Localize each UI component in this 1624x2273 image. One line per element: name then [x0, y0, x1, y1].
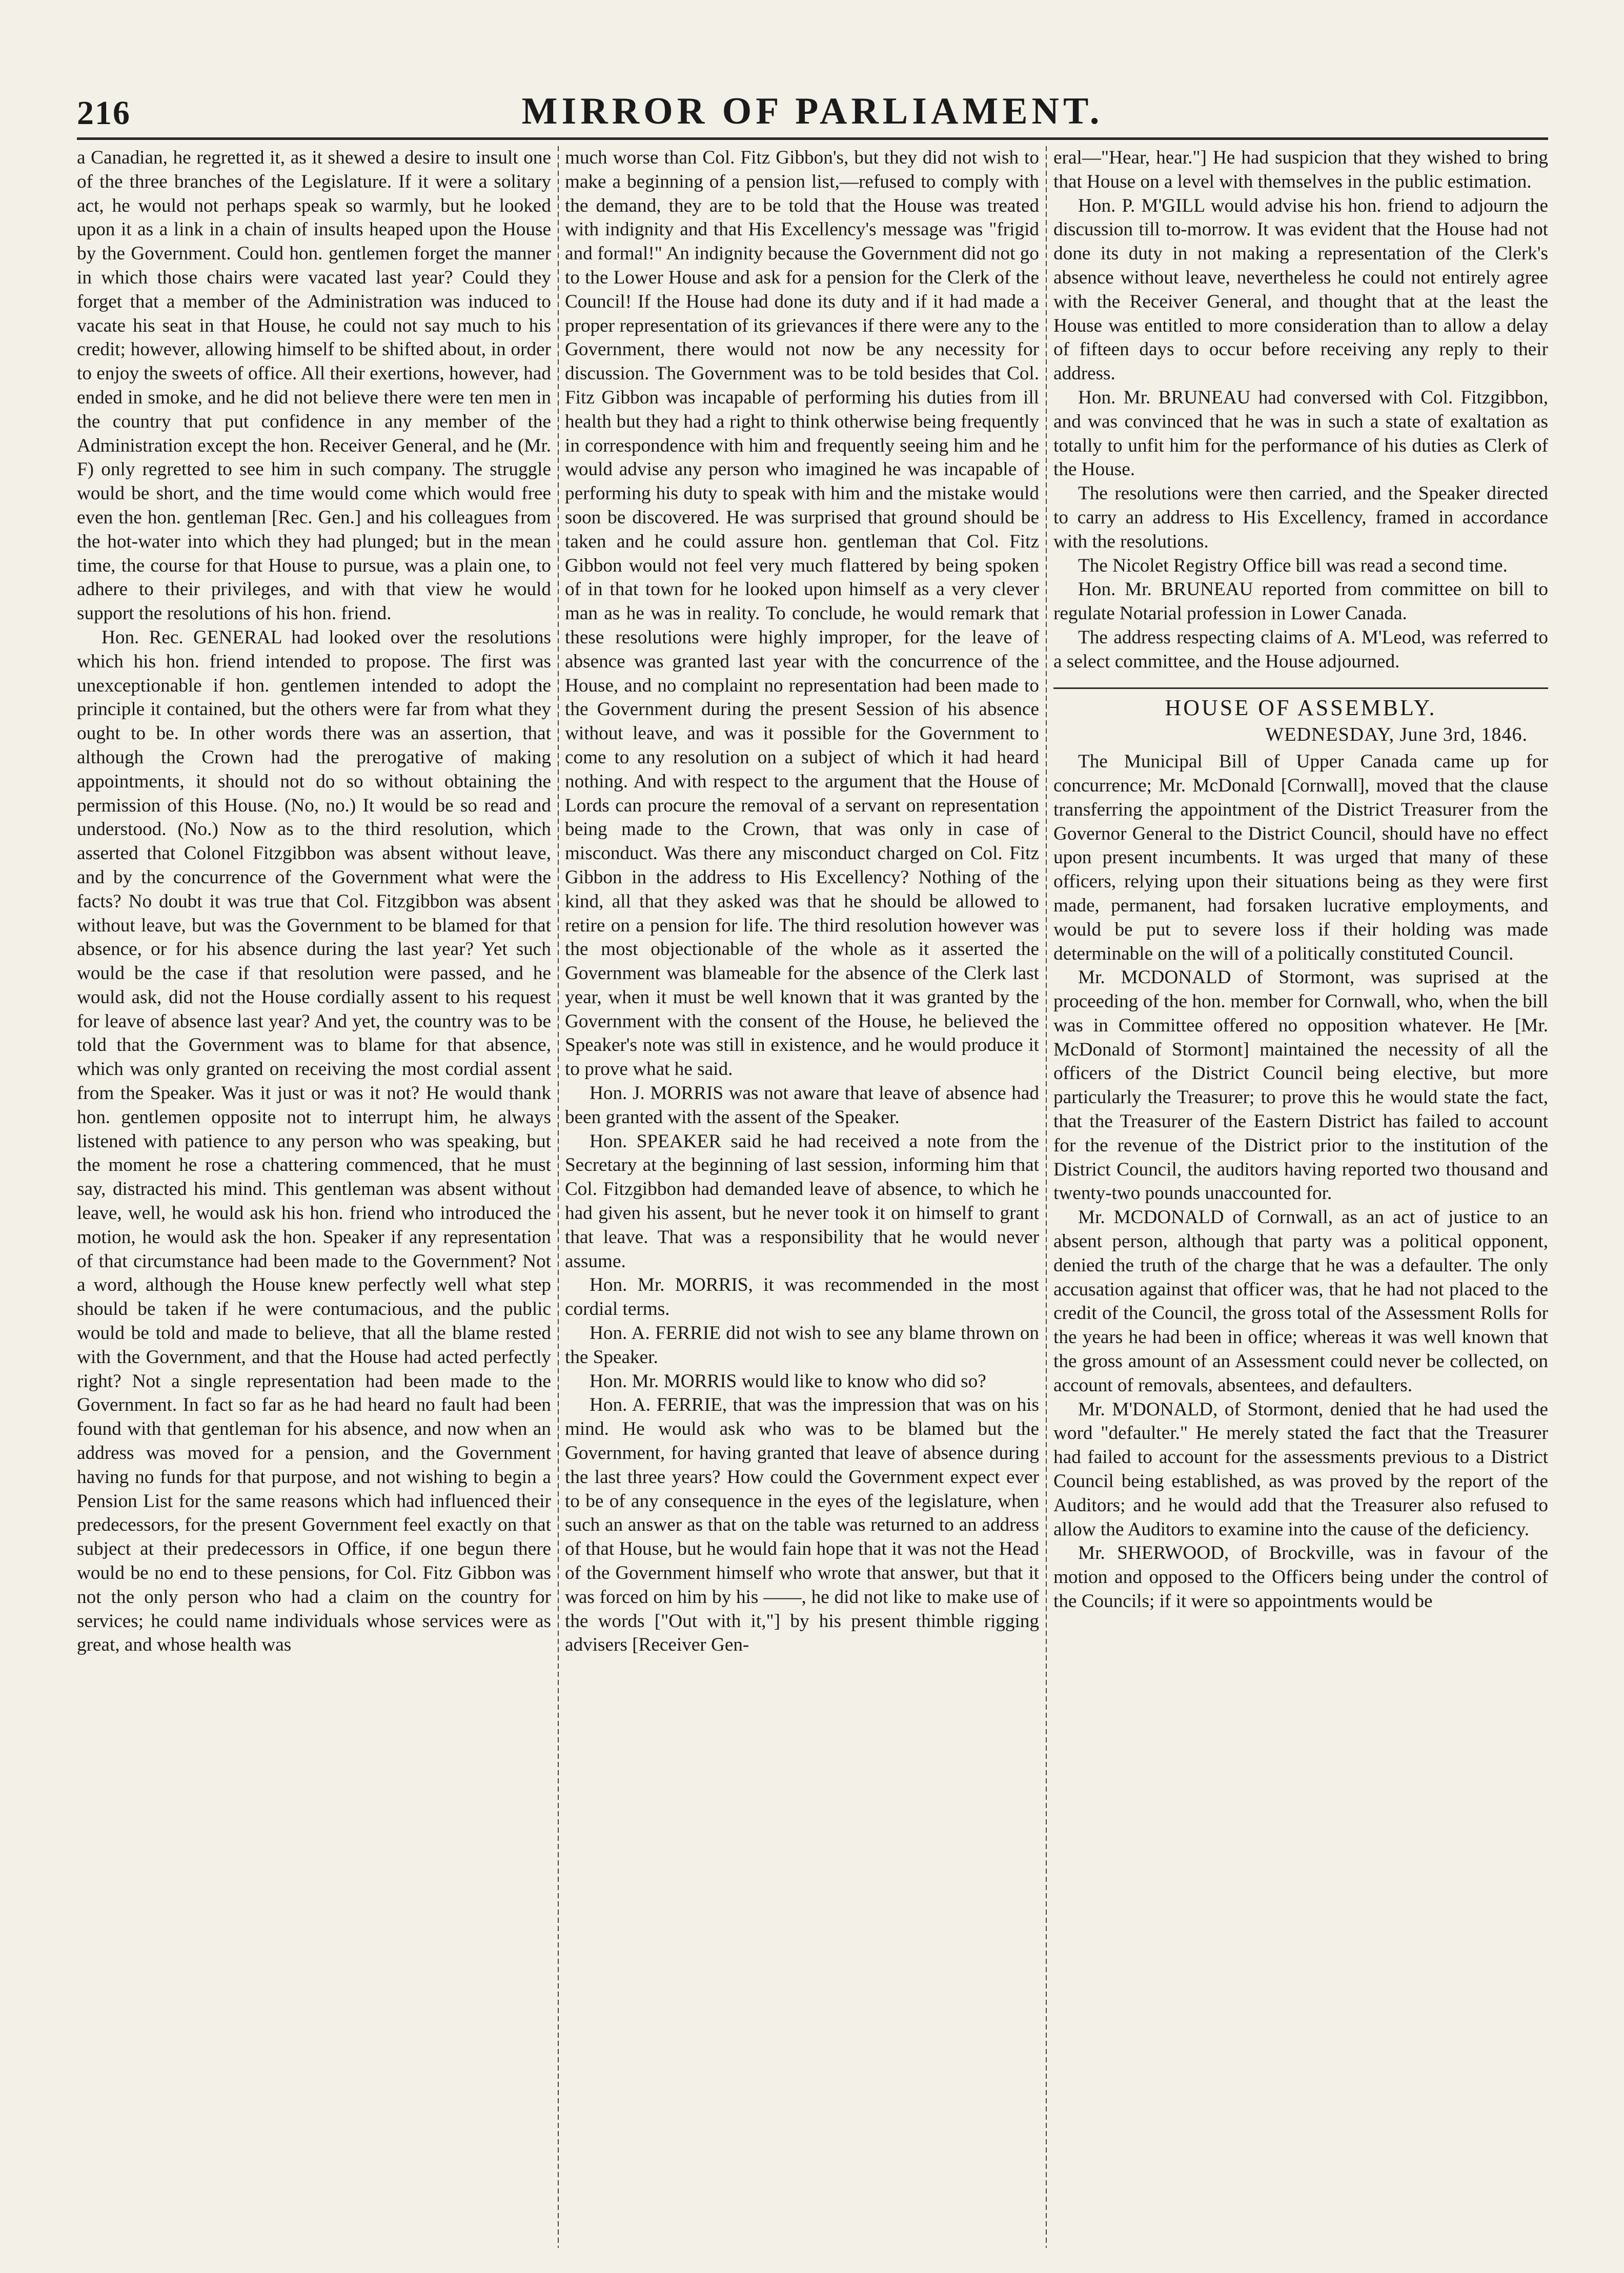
- text-column-1: [77, 146, 551, 2253]
- paragraph: The Municipal Bill of Upper Canada came up for concurrence; Mr. McDonald [Cornwall], moved that the clause transferring the appointment of the District Treasurer from the Governor General to the District Council, should have no effect upon present incumbents. It was urged that many of these officers, relying upon their situations being as they were first made, permanent, had forsaken lucrative employments, and would be put to severe loss if their holding was made determinable on the will of a politically constituted Council.: [1053, 751, 1548, 964]
- page-number: 216: [77, 94, 131, 132]
- section-rule: [1053, 687, 1548, 689]
- paragraph: much worse than Col. Fitz Gibbon's, but they did not wish to make a beginning of a pension list,—refused to comply with the demand, they are to be told that the House was treated with indignity and that His Excellency's message was "frigid and formal!" An indignity because the Government did not go to the Lower House and ask for a pension for the Clerk of the Council! If the House had done its duty and if it had made a proper representation of its grievances if there were any to the Government, there would not now be any necessity for discussion. The Government was to be told besides that Col. Fitz Gibbon was incapable of performing his duties from ill health but they had a right to think otherwise being frequently in correspondence with him and frequently seeing him and he would advise any person who imagined he was incapable of performing his duty to speak with him and the mistake would soon be discovered. He was surprised that ground should be taken and he could assure hon. gentleman that Col. Fitz Gibbon would not feel very much flattered by being spoken of in that town for he looked upon himself as a very clever man as he was in reality. To conclude, he would remark that these resolutions were highly improper, for the leave of absence was granted last year with the concurrence of the House, and no complaint no representation had been made to the Government during the present Session of his absence without leave, and was it possible for the Government to come to any resolution on a subject of which it had heard nothing. And with respect to the argument that the House of Lords can procure the removal of a servant on representation being made to the Crown, that was only in case of misconduct. Was there any misconduct charged on Col. Fitz Gibbon in the address to His Excellency? Nothing of the kind, all that they asked was that he should be allowed to retire on a pension for life. The third resolution however was the most objectionable of the whole as it asserted the Government was blameable for the absence of the Clerk last year, when it must be well known that it was granted by the Government with the consent of the House, he believed the Speaker's note was still in existence, and he would produce it to prove what he said.: [565, 147, 1039, 1080]
- paragraph: Mr. M'DONALD, of Stormont, denied that he had used the word "defaulter." He merely stated the fact that the Treasurer had failed to account for the assessments previous to a District Council being established, as was proved by the report of the Auditors; and he would add that the Treasurer also refused to allow the Auditors to examine into the cause of the deficiency.: [1053, 1398, 1548, 1540]
- paragraph: Hon. Mr. BRUNEAU had conversed with Col. Fitzgibbon, and was convinced that he was in such a state of exaltation as totally to unfit him for the performance of his duties as Clerk of the House.: [1053, 387, 1548, 480]
- paragraph: Hon. A. FERRIE did not wish to see any blame thrown on the Speaker.: [565, 1323, 1039, 1368]
- paragraph: Hon. P. M'GILL would advise his hon. friend to adjourn the discussion till to-morrow. It was evident that the House had not done its duty in not making a representation of the Clerk's absence without leave, nevertheless he could not entirely agree with the Receiver General, and thought that at the least the House was entitled to more consideration than to allow a delay of fifteen days to occur before receiving any reply to their address.: [1053, 195, 1548, 384]
- text-column-3: [1053, 146, 1548, 2253]
- running-title: MIRROR OF PARLIAMENT.: [521, 90, 1104, 132]
- paragraph: Hon. A. FERRIE, that was the impression that was on his mind. He would ask who was to be blamed but the Government, for having granted that leave of absence during the last three years? How could the Government expect ever to be of any consequence in the eyes of the legislature, when such an answer as that on the table was returned to an address of that House, but he would fain hope that it was not the Head of the Government himself who wrote that answer, but that it was forced on him by his ——, he did not like to make use of the words ["Out with it,"] by his present thimble rigging advisers [Receiver Gen-: [565, 1394, 1039, 1656]
- paragraph: Hon. J. MORRIS was not aware that leave of absence had been granted with the assent of the Speaker.: [565, 1083, 1039, 1128]
- section-heading: HOUSE OF ASSEMBLY.: [1165, 695, 1437, 720]
- paragraph: eral—"Hear, hear."] He had suspicion that they wished to bring that House on a level with themselves in the public estimation.: [1053, 147, 1548, 192]
- paragraph: The resolutions were then carried, and the Speaker directed to carry an address to His Excellency, framed in accordance with the resolutions.: [1053, 483, 1548, 552]
- paragraph: Mr. MCDONALD of Cornwall, as an act of justice to an absent person, although that party was a political opponent, denied the truth of the charge that he was a defaulter. The only accusation against that officer was, that he had not placed to the credit of the Council, the gross total of the Assessment Rolls for the years he had been in office; whereas it was well known that the gross amount of an Assessment could never be collected, on account of removals, absentees, and defaulters.: [1053, 1207, 1548, 1396]
- paragraph: Hon. Mr. BRUNEAU reported from committee on bill to regulate Notarial profession in Lower Canada.: [1053, 579, 1548, 624]
- text-column-2: [565, 146, 1039, 2253]
- header-rule: [77, 137, 1548, 140]
- paragraph: Mr. SHERWOOD, of Brockville, was in favour of the motion and opposed to the Officers being under the control of the Councils; if it were so appointments would be: [1053, 1543, 1548, 1612]
- section-date: WEDNESDAY, June 3rd, 1846.: [1265, 724, 1528, 746]
- paragraph: Hon. Mr. MORRIS, it was recommended in the most cordial terms.: [565, 1274, 1039, 1320]
- paragraph: Hon. SPEAKER said he had received a note from the Secretary at the beginning of last session, informing him that Col. Fitzgibbon had demanded leave of absence, to which he had given his assent, but he never took it on himself to grant that leave. That was a responsibility that he would never assume.: [565, 1130, 1039, 1272]
- column-divider: [1046, 146, 1047, 2248]
- paragraph: a Canadian, he regretted it, as it shewed a desire to insult one of the three branches of the Legislature. If it were a solitary act, he would not perhaps speak so warmly, but he looked upon it as a link in a chain of insults heaped upon the House by the Government. Could hon. gentlemen forget the manner in which those chairs were vacated last year? Could they forget that a member of the Administration was induced to vacate his seat in that House, he could not say much to his credit; however, allowing himself to be shifted about, in order to enjoy the sweets of office. All their exertions, however, had ended in smoke, and he did not believe there were ten men in the country that put confidence in any member of the Administration except the hon. Receiver General, and he (Mr. F) only regretted to see him in such company. The struggle would be short, and the time would come which would free even the hon. gentleman [Rec. Gen.] and his colleagues from the hot-water into which they had plunged; but in the mean time, the course for that House to pursue, was a plain one, to adhere to their privileges, and with that view he would support the resolutions of his hon. friend.: [77, 147, 551, 624]
- paragraph: The Nicolet Registry Office bill was read a second time.: [1078, 555, 1508, 576]
- paragraph: Mr. MCDONALD of Stormont, was suprised at the proceeding of the hon. member for Cornwall, who, when the bill was in Committee offered no opposition whatever. He [Mr. McDonald of Stormont] maintained the necessity of all the officers of the District Council being elective, but more particularly the Treasurer; to prove this he would state the fact, that the Treasurer of the Eastern District has failed to account for the revenue of the District prior to the institution of the District Council, the auditors having reported two thousand and twenty-two pounds unaccounted for.: [1053, 967, 1548, 1204]
- paragraph: The address respecting claims of A. M'Leod, was referred to a select committee, and the House adjourned.: [1053, 626, 1548, 672]
- paragraph: Hon. Mr. MORRIS would like to know who did so?: [590, 1370, 986, 1392]
- column-divider: [558, 146, 559, 2248]
- paragraph: Hon. Rec. GENERAL had looked over the resolutions which his hon. friend intended to propose. The first was unexceptionable if hon. gentlemen intended to adopt the principle it contained, but the others were far from what they ought to be. In other words there was an assertion, that although the Crown had the prerogative of making appointments, it should not do so without obtaining the permission of this House. (No, no.) It would be so read and understood. (No.) Now as to the third resolution, which asserted that Colonel Fitzgibbon was absent without leave, and by the concurrence of the Government what were the facts? No doubt it was true that Col. Fitzgibbon was absent without leave, but was the Government to be blamed for that absence, or for his absence during the last year? Yet such would be the case if that resolution were passed, and he would ask, did not the House cordially assent to his request for leave of absence last year? And yet, the country was to be told that the Government was to blame for that absence, which was only granted on receiving the most cordial assent from the Speaker. Was it just or was it not? He would thank hon. gentlemen opposite not to interrupt him, he always listened with patience to any person who was speaking, but the moment he rose a chattering commenced, that he must say, distracted his mind. This gentleman was absent without leave, well, he would ask his hon. friend who introduced the motion, he would ask the hon. Speaker if any representation of that circumstance had been made to the Government? Not a word, although the House knew perfectly well what step should be taken if he were contumacious, and the public would be told and made to believe, that all the blame rested with the Government, and that the House had acted perfectly right? Not a single representation had been made to the Government. In fact so far as he had heard no fault had been found with that gentleman for his absence, and now when an address was moved for a pension, and the Government having no funds for that purpose, and not wishing to begin a Pension List for the same reasons which had influenced their predecessors, for the present Government feel exactly on that subject at their predecessors in Office, if one begun there would be no end to these pensions, for Col. Fitz Gibbon was not the only person who had a claim on the country for services; he could name individuals whose services were as great, and whose health was: [77, 626, 551, 1656]
